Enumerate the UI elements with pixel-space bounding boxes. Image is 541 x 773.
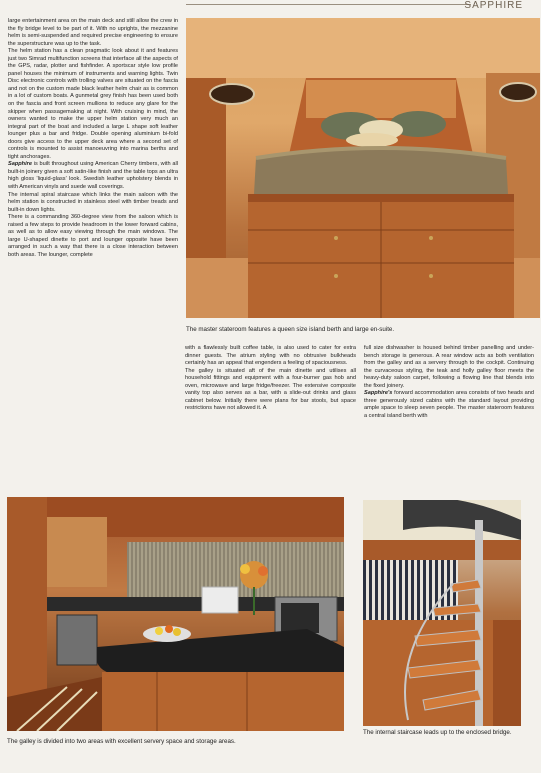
paragraph: The galley is situated aft of the main dinette and utilises all household fittings and equipment with a four-burner gas hob and oven, microwave and large fridge/freezer. The extensive composite vanity top also serves as a bar, with a slide-out drinks and glass cabinet below. Initially there were plans for bar stools, but space restrictions have not allowed it. A — [185, 367, 356, 412]
paragraph: The helm station has a clean pragmatic look about it and features just two Simrad multifunction screens that interface all the aspects of the GPS, radar, plotter and fishfinder. A sportscar style low profile panel houses the minimum of instruments and warning lights. Twin Disc electronic controls with trolling valves are situated on the fascia and not on the custom made black leather helm chair as is common in a lot of custom boats. A gunmetal grey finish has been used both on the fascia and front screen mullions to reduce any glare for the skipper when passagemaking at night. With cruising in mind, the owners wanted to make the upper helm station very much an integral part of the boat and included a large L shape soft leather lounger plus a bar and fridge. Double opening aluminium bi-fold doors give access to the upper deck area where a second set of controls is mounted to assist manoeuvring into marina berths and tight anchorages. — [8, 48, 178, 160]
paragraph: large entertainment area on the main deck and still allow the crew in the fly bridge level to be part of it. With no uprights, the mezzanine helm is semi-suspended and required precise engineering to ensure the superstructure was up to the task. — [8, 18, 178, 47]
galley-photo — [7, 497, 344, 731]
text-column-1 — [8, 18, 178, 476]
paragraph: with a flawlessly built coffee table, is also used to cater for extra dinner guests. The atrium styling with no obtrusive bulkheads certainly has an appeal that engenders a feeling of spaciousness. — [185, 345, 356, 367]
caption-galley: The galley is divided into two areas with excellent servery space and storage areas. — [7, 738, 236, 745]
caption-staircase: The internal staircase leads up to the enclosed bridge. — [363, 729, 512, 736]
paragraph: The internal spiral staircase which links the main saloon with the helm station is constructed in stainless steel with timber treads and built-in down lights. — [8, 191, 178, 213]
staircase-photo — [363, 500, 521, 726]
paragraph: There is a commanding 360-degree view from the saloon which is raised a few steps to provide headroom in the lower forward cabins, as well as to allow easy viewing through the main windows. The large U-shaped dinette to port and lounger opposite have been arranged in such a way that there is a close interaction between both areas. The lounger, complete — [8, 214, 178, 258]
text-column-3 — [364, 345, 534, 479]
boat-name: Sapphire's — [364, 390, 393, 397]
paragraph: Sapphire is built throughout using American Cherry timbers, with all built-in joinery given a soft satin-like finish and the table tops an ultra high gloss 'liquid-glass' look. Swedish leather upholstery blends in with American vinyls and suede wall coverings. — [8, 161, 178, 191]
caption-master-stateroom: The master stateroom features a queen size island berth and large en-suite. — [186, 326, 395, 333]
header-rule — [186, 4, 471, 5]
master-stateroom-photo — [186, 18, 540, 318]
text-column-2 — [185, 345, 356, 479]
header-brand: SAPPHIRE — [464, 0, 523, 11]
boat-name: Sapphire — [8, 161, 32, 168]
paragraph: Sapphire's forward accommodation area consists of two heads and three generously sized cabins with the standard layout providing ample space to sleep seven people. The master stateroom features a central island berth with — [364, 390, 534, 419]
paragraph: full size dishwasher is housed behind timber panelling and under-bench storage is generous. A rear window acts as both ventilation from the galley and as a servery through to the cockpit. Continuing the curvaceous styling, the teak and holly galley floor meets the heavy-duty saloon carpet, following a flowing line that blends into the fixed joinery. — [364, 345, 534, 389]
page-header — [0, 0, 541, 16]
